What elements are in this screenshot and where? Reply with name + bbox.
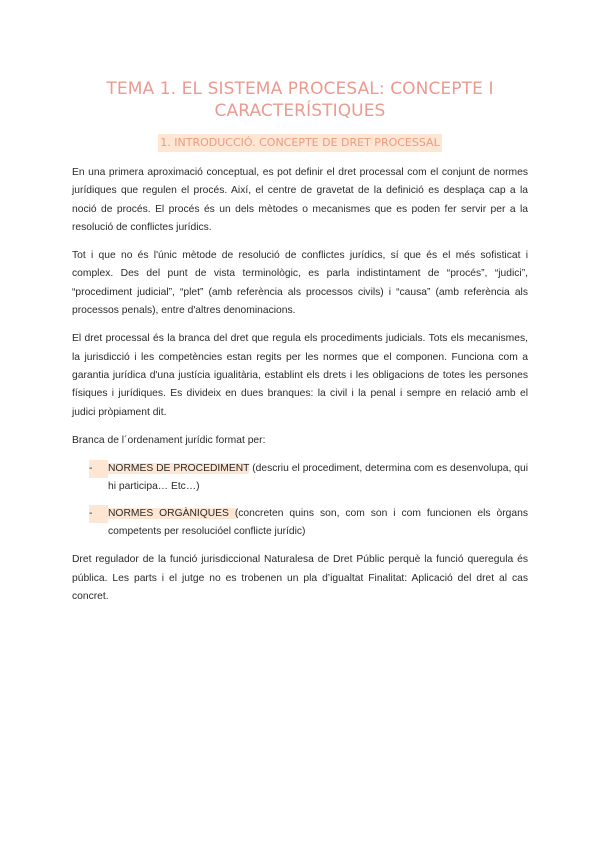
paragraph-1: En una primera aproximació conceptual, es pot definir el dret processal com el conjunt de normes jurídiques que regulen el procés. Així, el centre de gravetat de la definició es desplaça cap a la noció de procés. El procés és un dels mètodes o mecanismes que es poden fer servir per a la resolució de conflictes jurídics. xyxy=(72,167,528,233)
list-item-text: (descriu el procediment, determina com es desenvolupa, qui hi participa… Etc…) xyxy=(108,463,528,493)
list-item-highlight: NORMES DE PROCEDIMENT xyxy=(108,463,250,475)
document-title: TEMA 1. EL SISTEMA PROCESAL: CONCEPTE I CARACTERÍSTIQUES xyxy=(106,79,494,121)
paragraph-4: Branca de l´ordenament jurídic format per: xyxy=(72,434,266,446)
list-item-highlight: NORMES ORGÀNIQUES ( xyxy=(108,507,239,519)
list-item xyxy=(72,505,528,542)
paragraph-3: El dret processal és la branca del dret que regula els procediments judicials. Tots els mecanismes, la jurisdicció i les competències estan regits per les normes que el componen. Funciona com a garantia jurídica d'una justícia igualitària, establint els drets i les obligacions de totes les persones físiques i jurídiques. Es divideix en dues branques: la civil i la penal i sempre en relació amb el judici pròpiament dit. xyxy=(72,333,528,418)
norms-list xyxy=(72,460,528,541)
section-heading: 1. INTRODUCCIÓ. CONCEPTE DE DRET PROCESSAL xyxy=(158,134,441,152)
list-dash: - xyxy=(89,505,108,523)
paragraph-2: Tot i que no és l'únic mètode de resolució de conflictes jurídics, sí que és el més sofisticat i complex. Des del punt de vista terminològic, es parla indistintament de “procés”, “judici”, “procediment judicial”, “plet” (amb referència als processos civils) i “causa” (amb referència als processos penals), entre d'altres denominacions. xyxy=(72,250,528,317)
list-item xyxy=(72,460,528,497)
list-dash: - xyxy=(89,460,108,478)
closing-paragraph: Dret regulador de la funció jurisdiccional Naturalesa de Dret Públic perquè la funció queregula és pública. Les parts i el jutge no es trobenen un pla d’igualtat Finalitat: Aplicació del dret al cas concret. xyxy=(72,554,528,602)
list-item-text: concreten quins son, com son i com funcionen els òrgans competents per resolucióel conflicte jurídic) xyxy=(108,507,528,538)
section-heading-wrapper xyxy=(72,133,528,152)
